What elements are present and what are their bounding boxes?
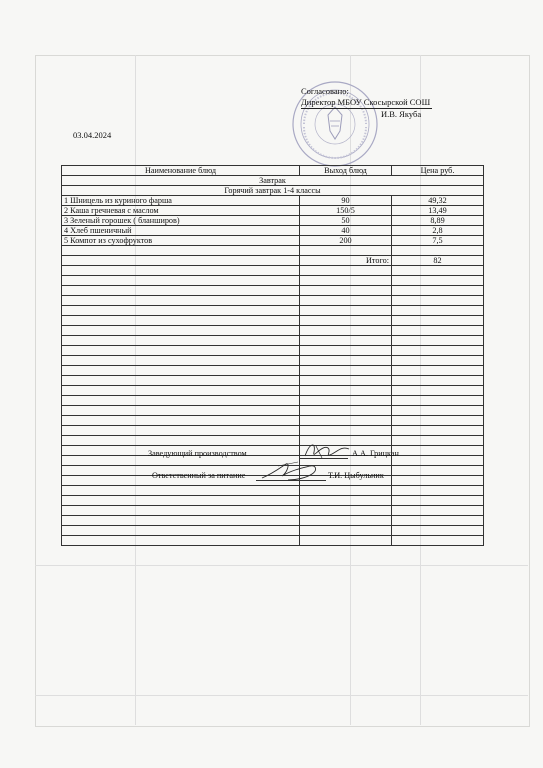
empty-row xyxy=(62,436,484,446)
empty-row xyxy=(62,326,484,336)
empty-row xyxy=(62,336,484,346)
dish-yield: 40 xyxy=(300,226,392,236)
dish-price: 2,8 xyxy=(392,226,484,236)
empty-row xyxy=(62,536,484,546)
table-row xyxy=(62,196,484,206)
document-date: 03.04.2024 xyxy=(73,130,112,140)
empty-row xyxy=(62,446,484,456)
dish-price: 49,32 xyxy=(392,196,484,206)
approval-name: И.В. Якуба xyxy=(381,109,422,119)
dish-price: 13,49 xyxy=(392,206,484,216)
menu-table xyxy=(61,165,484,546)
meal-title: Завтрак xyxy=(62,176,484,186)
approval-block xyxy=(301,86,432,120)
production-manager-title: Заведующий производством xyxy=(148,449,247,458)
bleed-through-line xyxy=(35,695,528,696)
empty-row xyxy=(62,306,484,316)
table-row xyxy=(62,236,484,246)
bleed-through-line xyxy=(35,565,528,566)
dish-yield: 90 xyxy=(300,196,392,206)
dish-name: 1 Шницель из куриного фарша xyxy=(62,196,300,206)
column-header: Цена руб. xyxy=(392,166,484,176)
table-row xyxy=(62,226,484,236)
empty-row xyxy=(62,416,484,426)
dish-name: 5 Компот из сухофруктов xyxy=(62,236,300,246)
empty-row xyxy=(62,316,484,326)
dish-yield: 150/5 xyxy=(300,206,392,216)
empty-row xyxy=(62,276,484,286)
empty-row xyxy=(62,486,484,496)
dish-yield: 200 xyxy=(300,236,392,246)
section-title: Горячий завтрак 1-4 классы xyxy=(62,186,484,196)
empty-row xyxy=(62,386,484,396)
empty-row xyxy=(62,266,484,276)
section-row xyxy=(62,186,484,196)
table-row xyxy=(62,216,484,226)
empty-row xyxy=(62,406,484,416)
empty-row xyxy=(62,426,484,436)
table-row xyxy=(62,206,484,216)
column-header: Выход блюд xyxy=(300,166,392,176)
empty-row xyxy=(62,286,484,296)
total-value: 82 xyxy=(392,256,484,266)
column-header: Наименование блюд xyxy=(62,166,300,176)
dish-price: 7,5 xyxy=(392,236,484,246)
empty-row xyxy=(62,366,484,376)
dish-name: 3 Зеленый горошек ( бланширов) xyxy=(62,216,300,226)
dish-name: 2 Каша гречневая с маслом xyxy=(62,206,300,216)
empty-row xyxy=(62,396,484,406)
empty-row xyxy=(62,376,484,386)
table-header-row xyxy=(62,166,484,176)
empty-row xyxy=(62,526,484,536)
approval-position: Директор МБОУ Скосырской СОШ xyxy=(301,97,431,107)
dish-name: 4 Хлеб пшеничный xyxy=(62,226,300,236)
empty-row xyxy=(62,346,484,356)
empty-row xyxy=(62,296,484,306)
total-label: Итого: xyxy=(300,256,392,266)
empty-row xyxy=(62,506,484,516)
dish-yield: 50 xyxy=(300,216,392,226)
meal-row xyxy=(62,176,484,186)
empty-row xyxy=(62,356,484,366)
nutrition-responsible-name: Т.И. Цыбульник xyxy=(328,471,384,480)
nutrition-responsible-title: Ответственный за питание xyxy=(152,471,246,480)
nutrition-signature-icon xyxy=(258,458,324,484)
empty-row xyxy=(62,496,484,506)
dish-price: 8,89 xyxy=(392,216,484,226)
production-manager-name: А.А. Грицкан xyxy=(352,449,399,458)
total-row xyxy=(62,256,484,266)
empty-row xyxy=(62,516,484,526)
approval-label: Согласовано: xyxy=(301,86,349,96)
empty-row xyxy=(62,246,484,256)
